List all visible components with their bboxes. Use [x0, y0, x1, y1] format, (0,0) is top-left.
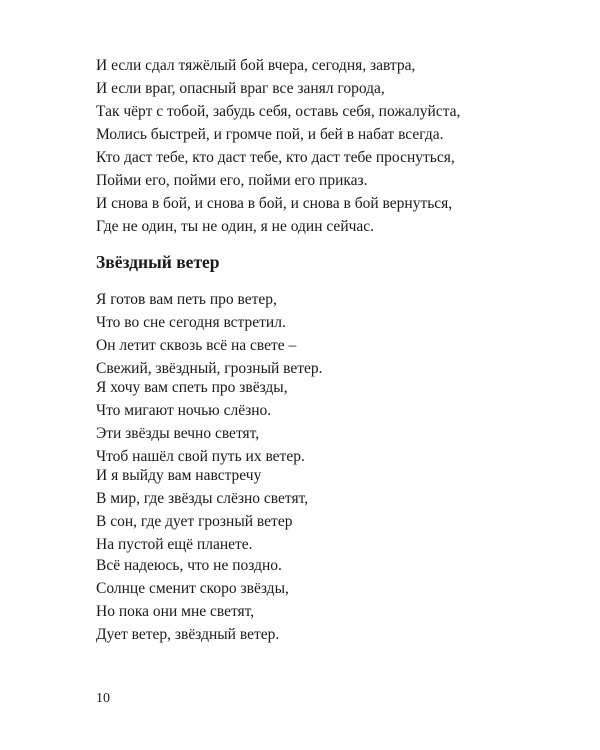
verse-line: Дует ветер, звёздный ветер. — [96, 626, 280, 643]
stanza — [96, 464, 308, 556]
verse-line: Кто даст тебе, кто даст тебе, кто даст тебе проснуться, — [96, 149, 455, 166]
stanza — [96, 554, 289, 646]
verse-line: Но пока они мне светят, — [96, 603, 255, 620]
page-number: 10 — [96, 691, 110, 706]
verse-line: Молись быстрей, и громче пой, и бей в набат всегда. — [96, 126, 444, 143]
verse-line: На пустой ещё планете. — [96, 536, 253, 553]
verse-line: В мир, где звёзды слёзно светят, — [96, 490, 309, 507]
verse-line: Что во сне сегодня встретил. — [96, 314, 286, 331]
verse-line: И снова в бой, и снова в бой, и снова в бой вернуться, — [96, 195, 453, 212]
verse-line: Всё надеюсь, что не поздно. — [96, 557, 282, 574]
verse-line: Так чёрт с тобой, забудь себя, оставь себя, пожалуйста, — [96, 103, 461, 120]
verse-line: Солнце сменит скоро звёзды, — [96, 580, 289, 597]
verse-line: Чтоб нашёл свой путь их ветер. — [96, 448, 305, 465]
verse-line: И я выйду вам навстречу — [96, 467, 262, 484]
verse-line: Я готов вам петь про ветер, — [96, 291, 277, 308]
verse-line: Где не один, ты не один, я не один сейчас. — [96, 218, 375, 235]
verse-line: И если сдал тяжёлый бой вчера, сегодня, завтра, — [96, 57, 416, 74]
stanza — [96, 54, 460, 146]
verse-line: Он летит сквозь всё на свете – — [96, 337, 297, 354]
verse-line: В сон, где дует грозный ветер — [96, 513, 293, 530]
stanza — [96, 376, 305, 468]
poem-title: Звёздный ветер — [96, 252, 220, 272]
stanza — [96, 146, 455, 238]
verse-line: Пойми его, пойми его, пойми его приказ. — [96, 172, 368, 189]
verse-line: Эти звёзды вечно светят, — [96, 425, 260, 442]
verse-line: И если враг, опасный враг все занял города, — [96, 80, 385, 97]
stanza — [96, 288, 323, 380]
verse-line: Я хочу вам спеть про звёзды, — [96, 379, 288, 396]
verse-line: Свежий, звёздный, грозный ветер. — [96, 360, 323, 377]
verse-line: Что мигают ночью слёзно. — [96, 402, 272, 419]
